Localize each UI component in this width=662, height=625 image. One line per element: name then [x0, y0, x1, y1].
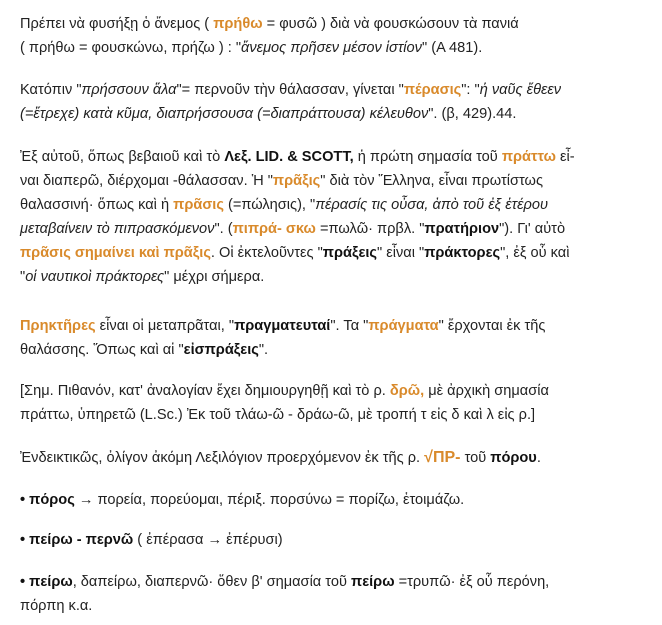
text: τοῦ — [460, 450, 491, 466]
text: "= περνοῦν τὴν θάλασσαν, γίνεται " — [176, 82, 404, 98]
paragraph-4-line-2 — [20, 338, 652, 362]
text: " — [20, 269, 26, 285]
text: θαλασσινή· ὅπως καὶ ἡ — [20, 197, 174, 213]
paragraph-4-line-1 — [20, 314, 652, 338]
bullet-item-poros — [20, 488, 652, 512]
bold-term: πείρω — [29, 574, 73, 590]
text: " εἶναι " — [377, 245, 425, 261]
paragraph-3-line-4 — [20, 217, 652, 241]
bullet-line — [20, 528, 652, 552]
bold-term: πόρος — [29, 492, 75, 508]
text: ναι διαπερῶ, διέρχομαι -θάλασσαν. Ἡ " — [20, 173, 273, 189]
text: = φυσῶ ) διὰ νὰ φουσκώσουν τὰ πανιά — [262, 16, 519, 32]
bold-term: πραγματευταί — [234, 318, 331, 334]
quote: πρήσσουν ἅλα — [81, 82, 177, 98]
text: μὲ ἀρχικὴ σημασία — [424, 383, 549, 399]
text: ", ἐξ οὗ καὶ — [500, 245, 570, 261]
paragraph-2-line-1 — [20, 78, 652, 102]
text: ". — [258, 342, 269, 358]
bold-term: πράκτορες — [424, 245, 501, 261]
bullet-item-peiro-perno — [20, 528, 652, 552]
text: " διὰ τὸν Ἕλληνα, εἶναι πρωτίστως — [320, 173, 543, 189]
text: [Σημ. Πιθανόν, κατ' ἀναλογίαν ἔχει δημιουργηθῇ καὶ τὸ ρ. — [20, 383, 390, 399]
paragraph-3-line-1 — [20, 145, 652, 169]
paragraph-3-line-6 — [20, 265, 652, 289]
text: " ἔρχονται ἐκ τῆς — [438, 318, 546, 334]
paragraph-2 — [20, 78, 652, 126]
root-term: √ΠΡ- — [424, 449, 461, 466]
bullet-line — [20, 488, 652, 512]
quote: ἡ ναῦς ἔθεεν — [479, 82, 562, 98]
paragraph-1-line-1 — [20, 12, 652, 36]
bullet-item-peiro — [20, 570, 652, 618]
text: → πορεία, πορεύομαι, πέριξ. πορσύνω = πορίζω, ἑτοιμάζω. — [74, 492, 465, 508]
text: Πρέπει νὰ φυσήξῃ ὁ ἄνεμος ( — [20, 16, 214, 32]
bullet-line-2 — [20, 594, 652, 618]
text: Ἐνδεικτικῶς, ὀλίγον ἀκόμη Λεξιλόγιον προερχόμενον ἐκ τῆς ρ. — [20, 450, 425, 466]
paragraph-1-line-2 — [20, 36, 652, 60]
paragraph-3-line-2 — [20, 169, 652, 193]
text: =τρυπῶ· ἐξ οὗ περόνη, — [394, 574, 550, 590]
text: , δαπείρω, διαπερνῶ· ὅθεν β' σημασία τοῦ — [72, 574, 352, 590]
bold-term: πρατήριον — [424, 221, 500, 237]
bold-term: πείρω — [351, 574, 395, 590]
bold-term: Λεξ. LID. & SCOTT, — [224, 149, 354, 165]
highlight-term: δρῶ, — [389, 383, 425, 399]
paragraph-5-line-2 — [20, 403, 652, 427]
text: ἡ πρώτη σημασία τοῦ — [353, 149, 502, 165]
text: " μέχρι σήμερα. — [164, 269, 265, 285]
bold-term: πείρω - περνῶ — [29, 532, 134, 548]
text: θαλάσσης. Ὅπως καὶ αἱ " — [20, 342, 184, 358]
paragraph-6 — [20, 446, 652, 470]
highlight-term: πρήθω — [213, 16, 263, 32]
bullet-line-1 — [20, 570, 652, 594]
text: Ἐξ αὐτοῦ, ὅπως βεβαιοῦ καὶ τὸ — [20, 149, 225, 165]
quote: ἄνεμος πρῆσεν μέσον ἱστίον — [241, 40, 422, 56]
bold-term: πόρου — [490, 450, 537, 466]
text: (=πώλησις), " — [223, 197, 316, 213]
highlight-term: πιπρά- σκω — [232, 221, 316, 237]
bold-term: εἰσπράξεις — [183, 342, 259, 358]
text: εἶναι οἱ μεταπρᾶται, " — [95, 318, 235, 334]
highlight-term: Πρηκτῆρες — [20, 318, 96, 334]
text: . — [536, 450, 541, 466]
text: ". Τα " — [330, 318, 369, 334]
paragraph-6-line-1 — [20, 446, 652, 470]
quote: οἱ ναυτικοὶ πράκτορες — [25, 269, 165, 285]
paragraph-5-line-1 — [20, 379, 652, 403]
text: ". (β, 429).44. — [428, 106, 517, 122]
highlight-term: πρᾶξις — [272, 173, 321, 189]
bullet-icon: • — [20, 574, 30, 590]
highlight-term: πρᾶσις — [173, 197, 224, 213]
paragraph-5 — [20, 379, 652, 427]
text: πόρπη κ.α. — [20, 598, 93, 614]
bullet-icon: • — [20, 532, 30, 548]
text: "). Γι' αὐτὸ — [499, 221, 566, 237]
text: ( πρήθω = φουσκώνω, πρήζω ) : " — [20, 40, 242, 56]
text: " (Α 481). — [421, 40, 483, 56]
text: ": " — [461, 82, 480, 98]
highlight-term: πράγματα — [368, 318, 439, 334]
text: ( ἐπέρασα → ἐπέρυσι) — [133, 532, 283, 548]
paragraph-3-line-3 — [20, 193, 652, 217]
bold-term: πράξεις — [322, 245, 378, 261]
paragraph-1 — [20, 12, 652, 60]
quote: μεταβαίνειν τὸ πιπρασκόμενον — [20, 221, 215, 237]
quote: (=ἔτρεχε) κατὰ κῦμα, διαπρήσσουσα (=διαπράττουσα) κέλευθον — [20, 106, 429, 122]
highlight-term: πέρασις — [403, 82, 462, 98]
paragraph-3 — [20, 145, 652, 289]
text: πράττω, ὑπηρετῶ (L.Sc.) Ἐκ τοῦ τλάω-ῶ - δράω-ῶ, μὲ τροπή τ εἰς δ καὶ λ εἰς ρ.] — [20, 407, 536, 423]
text: ". ( — [214, 221, 233, 237]
text: . Οἱ ἐκτελοῦντες " — [210, 245, 323, 261]
text: εἶ- — [555, 149, 575, 165]
paragraph-3-line-5 — [20, 241, 652, 265]
paragraph-2-line-2 — [20, 102, 652, 126]
text: =πωλῶ· πρβλ. " — [315, 221, 425, 237]
quote: πέρασίς τις οὖσα, ἀπὸ τοῦ ἐξ ἑτέρου — [315, 197, 548, 213]
highlight-term: πρᾶσις σημαίνει καὶ πρᾶξις — [20, 245, 211, 261]
paragraph-4 — [20, 314, 652, 362]
bullet-icon: • — [20, 492, 30, 508]
highlight-term: πράττω — [501, 149, 556, 165]
text: Κατόπιν " — [20, 82, 82, 98]
